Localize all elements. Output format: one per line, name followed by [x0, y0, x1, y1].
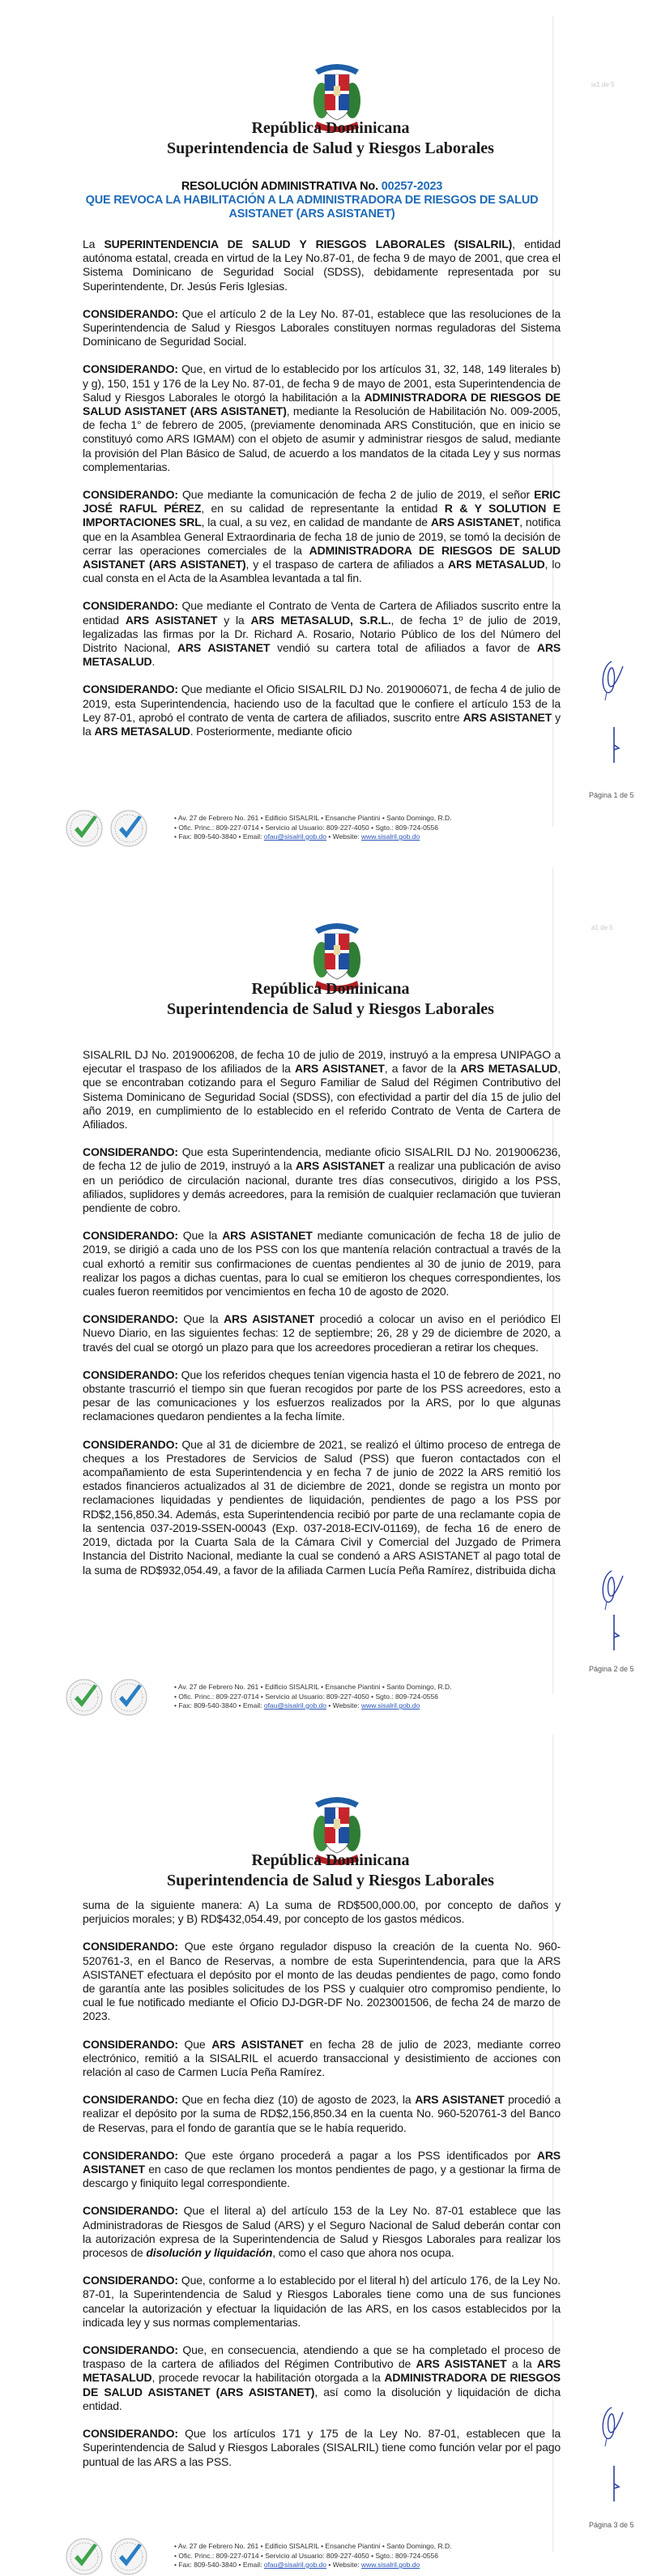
letterhead	[0, 1851, 661, 1891]
bold-entity: ARS ASISTANET	[463, 710, 552, 724]
paragraph	[83, 1438, 561, 1577]
paragraph	[83, 2038, 561, 2080]
bold-entity: ARS METASALUD	[460, 1062, 558, 1076]
paragraph-text: , a favor de la	[384, 1062, 461, 1076]
paragraph	[83, 1898, 561, 1926]
paragraph-text: Que el literal a) del artículo 153 de la Ley No. 87-01 establece que las Administradoras de Riesgos de Salud (ARS) y el Seguro Nacional de Salud deberán contar con la autorización expresa de la Superintendencia de Salud y Riesgos Laborales para realizar los procesos de	[83, 2204, 561, 2260]
ghost-page-mark: ia1 de 5	[591, 81, 615, 88]
paragraph-text: Que los artículos 171 y 175 de la Ley No. 87-01, establecen que la Superintendencia de Salud y Riesgos Laborales (SISALRIL) tiene como función velar por el pago puntual de las ARS a las PSS.	[83, 2427, 561, 2468]
letterhead-institution: Superintendencia de Salud y Riesgos Laborales	[167, 1000, 494, 1018]
paragraph-text: Que esta Superintendencia, mediante oficio SISALRIL DJ No. 2019006236, de fecha 12 de julio de 2019, instruyó a la	[83, 1145, 561, 1173]
resolution-title	[57, 180, 567, 221]
paragraph-text: Que, conforme a lo establecido por el literal h) del artículo 176, de la Ley No. 87-01, la Superintendencia de Salud y Riesgos Laborales tiene como una de sus funciones cancelar la autorización y efectuar la liquidación de las ARS, en los casos establecidos por la indicada ley y sus normas complementarias.	[83, 2274, 561, 2329]
considerando-label: CONSIDERANDO:	[83, 2148, 178, 2162]
footer-website-label: • Website:	[326, 1701, 361, 1709]
footer-line-address: • Av. 27 de Febrero No. 261 • Edificio SISALRIL • Ensanche Piantini • Santo Domingo, R.D.	[174, 1683, 452, 1691]
paragraph-text: , notifica que en la Asamblea General Extraordinaria de fecha 18 de junio de 2019, se tomó la decisión de cerrar las operaciones comerciales de la	[83, 516, 561, 557]
bold-entity: ARS ASISTANET	[224, 1312, 315, 1326]
paragraph-text: mediante comunicación de fecha 18 de julio de 2019, se dirigió a cada uno de los PSS con los que mantenía relación contractual a través de la cual exhortó a remitir sus confirmaciones de cuentas pendientes al 30 de junio de 2019, para realizar los pagos a dichas cuentas, para lo cual se emitieron los cheques correspondientes, los cuales fueron reemitidos por vencimientos en fecha 10 de agosto de 2020.	[83, 1229, 561, 1299]
page-body	[83, 237, 561, 752]
paragraph-text: , y el traspaso de cartera de afiliados a	[245, 558, 449, 571]
considerando-label: CONSIDERANDO:	[83, 2204, 178, 2218]
paragraph-text: Que el artículo 2 de la Ley No. 87-01, establece que las resoluciones de la Superintendencia de Salud y Riesgos Laborales constituyen normas reguladoras del Sistema Dominicano de Seguridad Social.	[83, 306, 561, 349]
page-footer	[65, 1678, 551, 1717]
footer-website-link[interactable]: www.sisalril.gob.do	[360, 832, 420, 841]
signature-initials-icon	[595, 2401, 628, 2450]
paragraph	[83, 1229, 561, 1299]
letterhead-country: República Dominicana	[251, 980, 410, 998]
certification-badge-green-icon	[65, 1678, 104, 1717]
footer-email-link[interactable]: ofau@sisalril.gob.do	[263, 1701, 326, 1709]
paragraph-text: Que los referidos cheques tenían vigencia hasta el 10 de febrero de 2021, no obstante trascurrió el tiempo sin que fueran recogidos por parte de los PSS acreedores, esto a pesar de las comunicaciones y los esfuerzos realizados por la ARS, por lo que algunas reclamaciones quedaron pendientes a la fecha límite.	[83, 1367, 561, 1423]
paragraph-text: Que mediante el Oficio SISALRIL DJ No. 2019006071, de fecha 4 de julio de 2019, esta Superintendencia, haciendo uso de la facultad que le confiere el artículo 153 de la Ley 87-01, aprobó el contrato de venta de cartera de afiliados, suscrito entre	[83, 683, 561, 724]
resolution-label: RESOLUCIÓN ADMINISTRATIVA No.	[181, 180, 378, 193]
considerando-label: CONSIDERANDO:	[83, 683, 178, 696]
signature-mark-icon	[606, 1613, 622, 1654]
paragraph-text: La	[83, 237, 104, 250]
paragraph-text: y la	[217, 613, 251, 627]
paragraph	[83, 362, 561, 474]
bold-entity: ARS ASISTANET	[125, 613, 218, 627]
paragraph-text: Que al 31 de diciembre de 2021, se realizó el último proceso de entrega de cheques a los Prestadores de Servicios de Salud (PSS) que fueron contactados con el acompañamiento de esta Superintendencia y en fecha 7 de junio de 2022 la ARS remitió los estados financieros actualizados al 31 de diciembre de 2021, donde se registra un monto por reclamaciones liquidadas y pendientes de liquidación, pendientes de pago a los PSS por RD$2,156,850.34. Además, esta Superintendencia recibió por parte de una reclamante copia de la sentencia 037-2019-SSEN-00043 (Exp. 037-2018-ECIV-01169), de fecha 16 de enero de 2019, dictada por la Cuarta Sala de la Cámara Civil y Comercial del Juzgado de Primera Instancia del Distrito Nacional, mediante la cual se condenó a ARS ASISTANET al pago total de la suma de RD$932,054.49, a favor de la afiliada Carmen Lucía Peña Ramírez, distribuida dicha	[83, 1437, 561, 1577]
certification-badge-blue-icon	[109, 809, 148, 848]
footer-line-contact	[174, 2561, 451, 2570]
document-page-1	[0, 0, 661, 851]
footer-email-link[interactable]: ofau@sisalril.gob.do	[263, 832, 326, 841]
considerando-label: CONSIDERANDO:	[83, 1312, 178, 1326]
considerando-label: CONSIDERANDO:	[83, 1145, 178, 1159]
bold-entity: ARS ASISTANET	[177, 641, 271, 655]
paragraph-text: Que, en virtud de lo establecido por los artículos 31, 32, 148, 149 literales b) y g), 150, 151 y 176 de la Ley No. 87-01, de fecha 9 de mayo de 2001, esta Superintendencia de Salud y Riesgos Laborales le otorgó la habilitación a la	[83, 362, 561, 404]
considerando-label: CONSIDERANDO:	[83, 362, 178, 376]
letterhead-institution: Superintendencia de Salud y Riesgos Laborales	[167, 139, 494, 157]
paragraph	[83, 1048, 561, 1132]
paragraph	[83, 237, 561, 293]
paragraph	[83, 488, 561, 585]
paragraph-text: Que la	[177, 1312, 224, 1326]
letterhead-country: República Dominicana	[251, 1851, 410, 1869]
paragraph	[83, 683, 561, 738]
considerando-label: CONSIDERANDO:	[83, 1437, 178, 1451]
paragraph	[83, 599, 561, 669]
considerando-label: CONSIDERANDO:	[83, 488, 178, 502]
footer-fax: • Fax: 809-540-3840 • Email:	[174, 2561, 264, 2569]
page-body	[83, 1898, 561, 2483]
paragraph-text: , como el caso que ahora nos ocupa.	[272, 2246, 454, 2260]
paragraph-text: . Posteriormente, mediante oficio	[190, 725, 352, 738]
footer-address	[174, 2542, 451, 2570]
paragraph	[83, 1940, 561, 2023]
paragraph	[83, 2343, 561, 2413]
footer-website-label: • Website:	[326, 2561, 361, 2569]
paragraph-text: vendió su cartera total de afiliados a favor de	[270, 641, 537, 655]
footer-address	[174, 814, 451, 842]
paragraph-text: SISALRIL DJ No. 2019006208, de fecha 10 de julio de 2019, instruyó a la empresa UNIPAGO a ejecutar el traspaso de los afiliados de la	[83, 1048, 561, 1076]
paragraph-text: , que se encontraban cotizando para el Seguro Familiar de Salud del Régimen Contributivo del Sistema Dominicano de Seguridad Social (SDSS), con efectividad a partir del día 15 de julio del año 2019, en cumplimiento de lo establecido en el referido Contrato de Venta de Cartera de Afiliados.	[83, 1062, 561, 1132]
paragraph-text: , en su calidad de representante la entidad	[201, 502, 445, 516]
resolution-subtitle-line1: QUE REVOCA LA HABILITACIÓN A LA ADMINISTRADORA DE RIESGOS DE SALUD	[85, 194, 539, 207]
paragraph	[83, 2149, 561, 2191]
bold-entity: ARS METASALUD, S.R.L.	[250, 613, 391, 627]
letterhead-country: República Dominicana	[251, 119, 410, 137]
resolution-subtitle-line2: ASISTANET (ARS ASISTANET)	[228, 208, 395, 220]
paragraph-text: , mediante la Resolución de Habilitación No. 009-2005, de fecha 1° de febrero de 2005, (previamente denominada ARS Constitución, que en inicio se constituyó como ARS IGMAM) con el objeto de asumir y administrar riesgos de salud, mediante la provisión del Plan Básico de Salud, de acuerdo a los mandatos de la citada Ley y sus normas complementarias.	[83, 404, 561, 473]
paragraph-text: en fecha 28 de julio de 2023, mediante correo electrónico, remitió a la SISALRIL el acuerdo transaccional y desistimiento de acciones con relación al caso de Carmen Lucía Peña Ramírez.	[83, 2037, 561, 2079]
footer-line-contact	[174, 1701, 451, 1711]
paragraph-text: , la cual, a su vez, en calidad de mandante de	[201, 516, 431, 529]
paragraph-text: Que este órgano procederá a pagar a los PSS identificados por	[177, 2148, 537, 2162]
considerando-label: CONSIDERANDO:	[83, 2427, 178, 2441]
signature-initials-icon	[595, 1564, 628, 1613]
footer-line-phones: • Ofic. Princ.: 809-227-0714 • Servicio al Usuario: 809-227-4050 • Sgto.: 809-724-0556	[174, 2551, 438, 2560]
paragraph-text: en caso de que reclamen los montos pendientes de pago, y a gestionar la firma de descargo y finiquito legal correspondiente.	[83, 2163, 561, 2190]
letterhead	[0, 118, 661, 159]
paragraph	[83, 2204, 561, 2260]
certification-badge-green-icon	[65, 2537, 104, 2576]
bold-entity: ARS ASISTANET	[415, 2093, 505, 2107]
footer-fax: • Fax: 809-540-3840 • Email:	[174, 1701, 264, 1709]
considerando-label: CONSIDERANDO:	[83, 306, 178, 320]
paragraph-text: .	[151, 655, 156, 669]
footer-address	[174, 1683, 451, 1711]
paragraph-text: , entidad autónoma estatal, creada en virtud de la Ley No.87-01, de fecha 9 de mayo de 2001, que crea el Sistema Dominicano de Seguridad Social (SDSS), debidamente representada por su Superintendente, Dr. Jesús Feris Iglesias.	[83, 237, 561, 293]
bold-entity: ERIC JOSÉ RAFUL PÉREZ	[83, 488, 561, 516]
paragraph	[83, 2093, 561, 2135]
bold-entity: SUPERINTENDENCIA DE SALUD Y RIESGOS LABORALES (SISALRIL)	[104, 237, 513, 250]
page-number: Página 3 de 5	[589, 2521, 634, 2529]
paragraph	[83, 307, 561, 349]
paragraph-text: procedió a colocar un aviso en el periódico El Nuevo Diario, en las siguientes fechas: 12 de septiembre; 26, 28 y 29 de diciembre de 2020, a través del cual se otorgó un plazo para que los acreedores procedieran a retirar los cheques.	[83, 1312, 561, 1354]
signature-initials-icon	[595, 655, 628, 704]
letterhead	[0, 979, 661, 1020]
paragraph-text: , así como la disolución y liquidación de dicha entidad.	[83, 2385, 561, 2412]
footer-website-link[interactable]: www.sisalril.gob.do	[360, 2561, 420, 2569]
certification-badge-blue-icon	[109, 2537, 148, 2576]
paragraph-text: Que la	[177, 1229, 223, 1243]
page-number: Página 1 de 5	[589, 791, 634, 799]
paragraph	[83, 2274, 561, 2330]
ghost-page-mark: a1 de 5	[591, 924, 613, 931]
bold-entity: ARS ASISTANET	[430, 516, 520, 529]
bold-entity: ARS METASALUD	[448, 558, 545, 571]
paragraph-text: a la	[506, 2357, 537, 2371]
considerando-label: CONSIDERANDO:	[83, 2274, 178, 2287]
bold-entity: ARS ASISTANET	[295, 1159, 385, 1173]
paragraph-text: y la	[83, 710, 561, 738]
signature-mark-icon	[606, 725, 622, 766]
considerando-label: CONSIDERANDO:	[83, 2093, 178, 2107]
considerando-label: CONSIDERANDO:	[83, 2343, 178, 2357]
page-footer	[65, 809, 551, 848]
page-number: Página 2 de 5	[589, 1665, 634, 1673]
paragraph-text: , lo cual consta en el Acta de la Asamblea levantada a tal fin.	[83, 558, 561, 585]
emphasis: disolución y liquidación	[146, 2246, 273, 2260]
document-page-3	[0, 1718, 661, 2576]
bold-entity: ADMINISTRADORA DE RIESGOS DE SALUD ASISTANET (ARS ASISTANET)	[83, 2371, 561, 2398]
bold-entity: ARS METASALUD	[83, 2357, 561, 2385]
paragraph	[83, 1312, 561, 1354]
resolution-number: 00257-2023	[381, 180, 443, 193]
paragraph	[83, 1145, 561, 1215]
paragraph-text: procedió a realizar el depósito por la suma de RD$2,156,850.34 en la cuenta No. 960-520761-3 del Banco de Reservas, para el fondo de garantía que se le había requerido.	[83, 2093, 561, 2134]
paragraph-text: , procede revocar la habilitación otorgada a la	[151, 2371, 385, 2385]
paragraph-text: Que este órgano regulador dispuso la creación de la cuenta No. 960-520761-3, en el Banco de Reservas, a nombre de esta Superintendencia, para que la ARS ASISTANET efectuara el depósito por el monto de las deudas pendientes de pago, como fondo de garantía ante las posibles solicitudes de los PSS y cualquier otro compromiso pendiente, lo cual le fue notificado mediante el Oficio DJ-DGR-DF No. 2023001506, de fecha 24 de marzo de 2023.	[83, 1940, 561, 2023]
bold-entity: ADMINISTRADORA DE RIESGOS DE SALUD ASISTANET (ARS ASISTANET)	[83, 390, 561, 418]
letterhead-institution: Superintendencia de Salud y Riesgos Laborales	[167, 1872, 494, 1889]
paragraph-text: Que mediante el Contrato de Venta de Cartera de Afiliados suscrito entre la entidad	[83, 599, 561, 627]
considerando-label: CONSIDERANDO:	[83, 1367, 178, 1381]
bold-entity: ARS ASISTANET	[222, 1229, 313, 1243]
paragraph	[83, 1368, 561, 1424]
footer-website-label: • Website:	[326, 832, 361, 841]
paragraph-text: Que mediante la comunicación de fecha 2 de julio de 2019, el señor	[177, 488, 535, 502]
paragraph-text: , de fecha 1º de julio de 2019, legalizadas las firmas por la Dr. Richard A. Rosario, Notario Público de los del Número del Distrito Nacional,	[83, 613, 561, 655]
paragraph	[83, 2427, 561, 2469]
footer-email-link[interactable]: ofau@sisalril.gob.do	[263, 2561, 326, 2569]
page-body	[83, 1048, 561, 1591]
page-footer	[65, 2537, 551, 2576]
footer-line-phones: • Ofic. Princ.: 809-227-0714 • Servicio al Usuario: 809-227-4050 • Sgto.: 809-724-0556	[174, 823, 438, 832]
footer-line-address: • Av. 27 de Febrero No. 261 • Edificio SISALRIL • Ensanche Piantini • Santo Domingo, R.D.	[174, 2542, 452, 2550]
bold-entity: ARS ASISTANET	[211, 2037, 304, 2051]
footer-line-phones: • Ofic. Princ.: 809-227-0714 • Servicio al Usuario: 809-227-4050 • Sgto.: 809-724-0556	[174, 1692, 438, 1701]
considerando-label: CONSIDERANDO:	[83, 1940, 178, 1953]
certification-badge-blue-icon	[109, 1678, 148, 1717]
certification-badge-green-icon	[65, 809, 104, 848]
document-page-2	[0, 851, 661, 1718]
paragraph-text: Que en fecha diez (10) de agosto de 2023, la	[177, 2093, 416, 2107]
footer-line-address: • Av. 27 de Febrero No. 261 • Edificio SISALRIL • Ensanche Piantini • Santo Domingo, R.D.	[174, 814, 452, 822]
bold-entity: R & Y SOLUTION E IMPORTACIONES SRL	[83, 502, 561, 529]
paragraph-text: Que	[177, 2037, 212, 2051]
footer-line-contact	[174, 832, 451, 842]
footer-website-link[interactable]: www.sisalril.gob.do	[360, 1701, 420, 1709]
bold-entity: ARS METASALUD	[83, 641, 561, 669]
bold-entity: ADMINISTRADORA DE RIESGOS DE SALUD ASISTANET (ARS ASISTANET)	[83, 543, 561, 571]
signature-mark-icon	[606, 2464, 622, 2505]
paragraph-text: a realizar una publicación de aviso en un periódico de circulación nacional, durante tres días consecutivos, dirigido a los PSS, afiliados, suplidores y demás acreedores, para la remisión de cualquier reclamación que tuvieran pendiente de cobro.	[83, 1159, 561, 1215]
considerando-label: CONSIDERANDO:	[83, 599, 178, 613]
bold-entity: ARS ASISTANET	[295, 1062, 385, 1076]
bold-entity: ARS ASISTANET	[416, 2357, 507, 2371]
considerando-label: CONSIDERANDO:	[83, 1229, 178, 1243]
paragraph-text: suma de la siguiente manera: A) La suma de RD$500,000.00, por concepto de daños y perjuicios morales; y B) RD$432,054.49, por concepto de los gastos médicos.	[83, 1898, 561, 1926]
bold-entity: ARS METASALUD	[94, 725, 190, 738]
paragraph-text: Que, en consecuencia, atendiendo a que se ha completado el proceso de traspaso de la cartera de afiliados del Régimen Contributivo de	[83, 2343, 561, 2371]
considerando-label: CONSIDERANDO:	[83, 2037, 178, 2051]
footer-fax: • Fax: 809-540-3840 • Email:	[174, 832, 264, 841]
bold-entity: ARS ASISTANET	[83, 2148, 561, 2176]
